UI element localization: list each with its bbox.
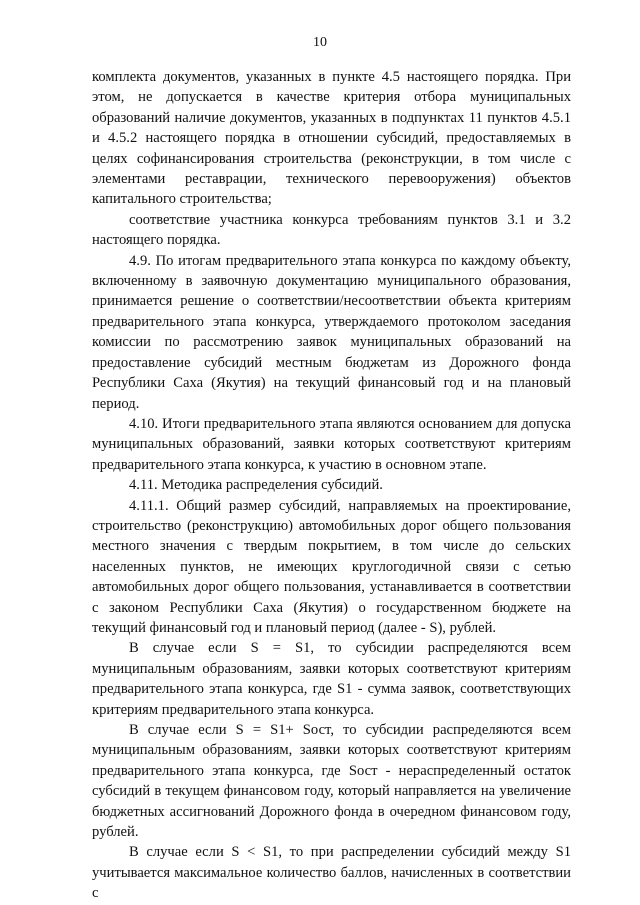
paragraph-case-equal: В случае если S = S1, то субсидии распределяются всем муниципальным образованиям, заявки которых соответствуют критериям предварительного этапа конкурса, где S1 - сумма заявок, соответствующих критериям предварительного этапа конкурса. [92, 640, 571, 718]
paragraph-compliance: соответствие участника конкурса требованиям пунктов 3.1 и 3.2 настоящего порядка. [92, 211, 571, 249]
paragraph-4-11: 4.11. Методика распределения субсидий. [129, 477, 383, 494]
paragraph-continuation: комплекта документов, указанных в пункте 4.5 настоящего порядка. При этом, не допускается в качестве критерия отбора муниципальных образований наличие документов, указанных в подпунктах 11 пунктов 4.5.1 и 4.5.2 настоящего порядка в отношении субсидий, предоставляемых в целях софинансирования строительства (реконструкции, в том числе с элементами реставрации, технического перевооружения) объектов капитального строительства; [92, 69, 571, 208]
page-number: 10 [313, 35, 327, 50]
paragraph-4-11-1: 4.11.1. Общий размер субсидий, направляемых на проектирование, строительство (реконструкцию) автомобильных дорог общего пользования местного значения с твердым покрытием, в том числе до сельских населенных пунктов, не имеющих круглогодичной связи с сетью автомобильных дорог общего пользования, устанавливается в соответствии с законом Республики Саха (Якутия) о государственном бюджете на текущий финансовый год и плановый период (далее - S), рублей. [92, 497, 571, 636]
paragraph-case-remainder: В случае если S = S1+ Sост, то субсидии распределяются всем муниципальным образованиям, заявки которых соответствуют критериям предварительного этапа конкурса, где Sост - нераспределенный остаток субсидий в текущем финансовом году, который направляется на увеличение бюджетных ассигнований Дорожного фонда в очередном финансовом году, рублей. [92, 722, 571, 841]
body-text [92, 67, 571, 904]
paragraph-4-9: 4.9. По итогам предварительного этапа конкурса по каждому объекту, включенному в заявочную документацию муниципального образования, принимается решение о соответствии/несоответствии объекта критериям предварительного этапа конкурса, утверждаемого протоколом заседания комиссии по рассмотрению заявок муниципальных образований на предоставление субсидий местным бюджетам из Дорожного фонда Республики Саха (Якутия) на текущий финансовый год и на плановый период. [92, 252, 571, 412]
paragraph-case-less: В случае если S < S1, то при распределении субсидий между S1 учитывается максимальное количество баллов, начисленных в соответствии с [92, 844, 571, 902]
paragraph-4-10: 4.10. Итоги предварительного этапа являются основанием для допуска муниципальных образований, заявки которых соответствуют критериям предварительного этапа конкурса, к участию в основном этапе. [92, 415, 571, 473]
